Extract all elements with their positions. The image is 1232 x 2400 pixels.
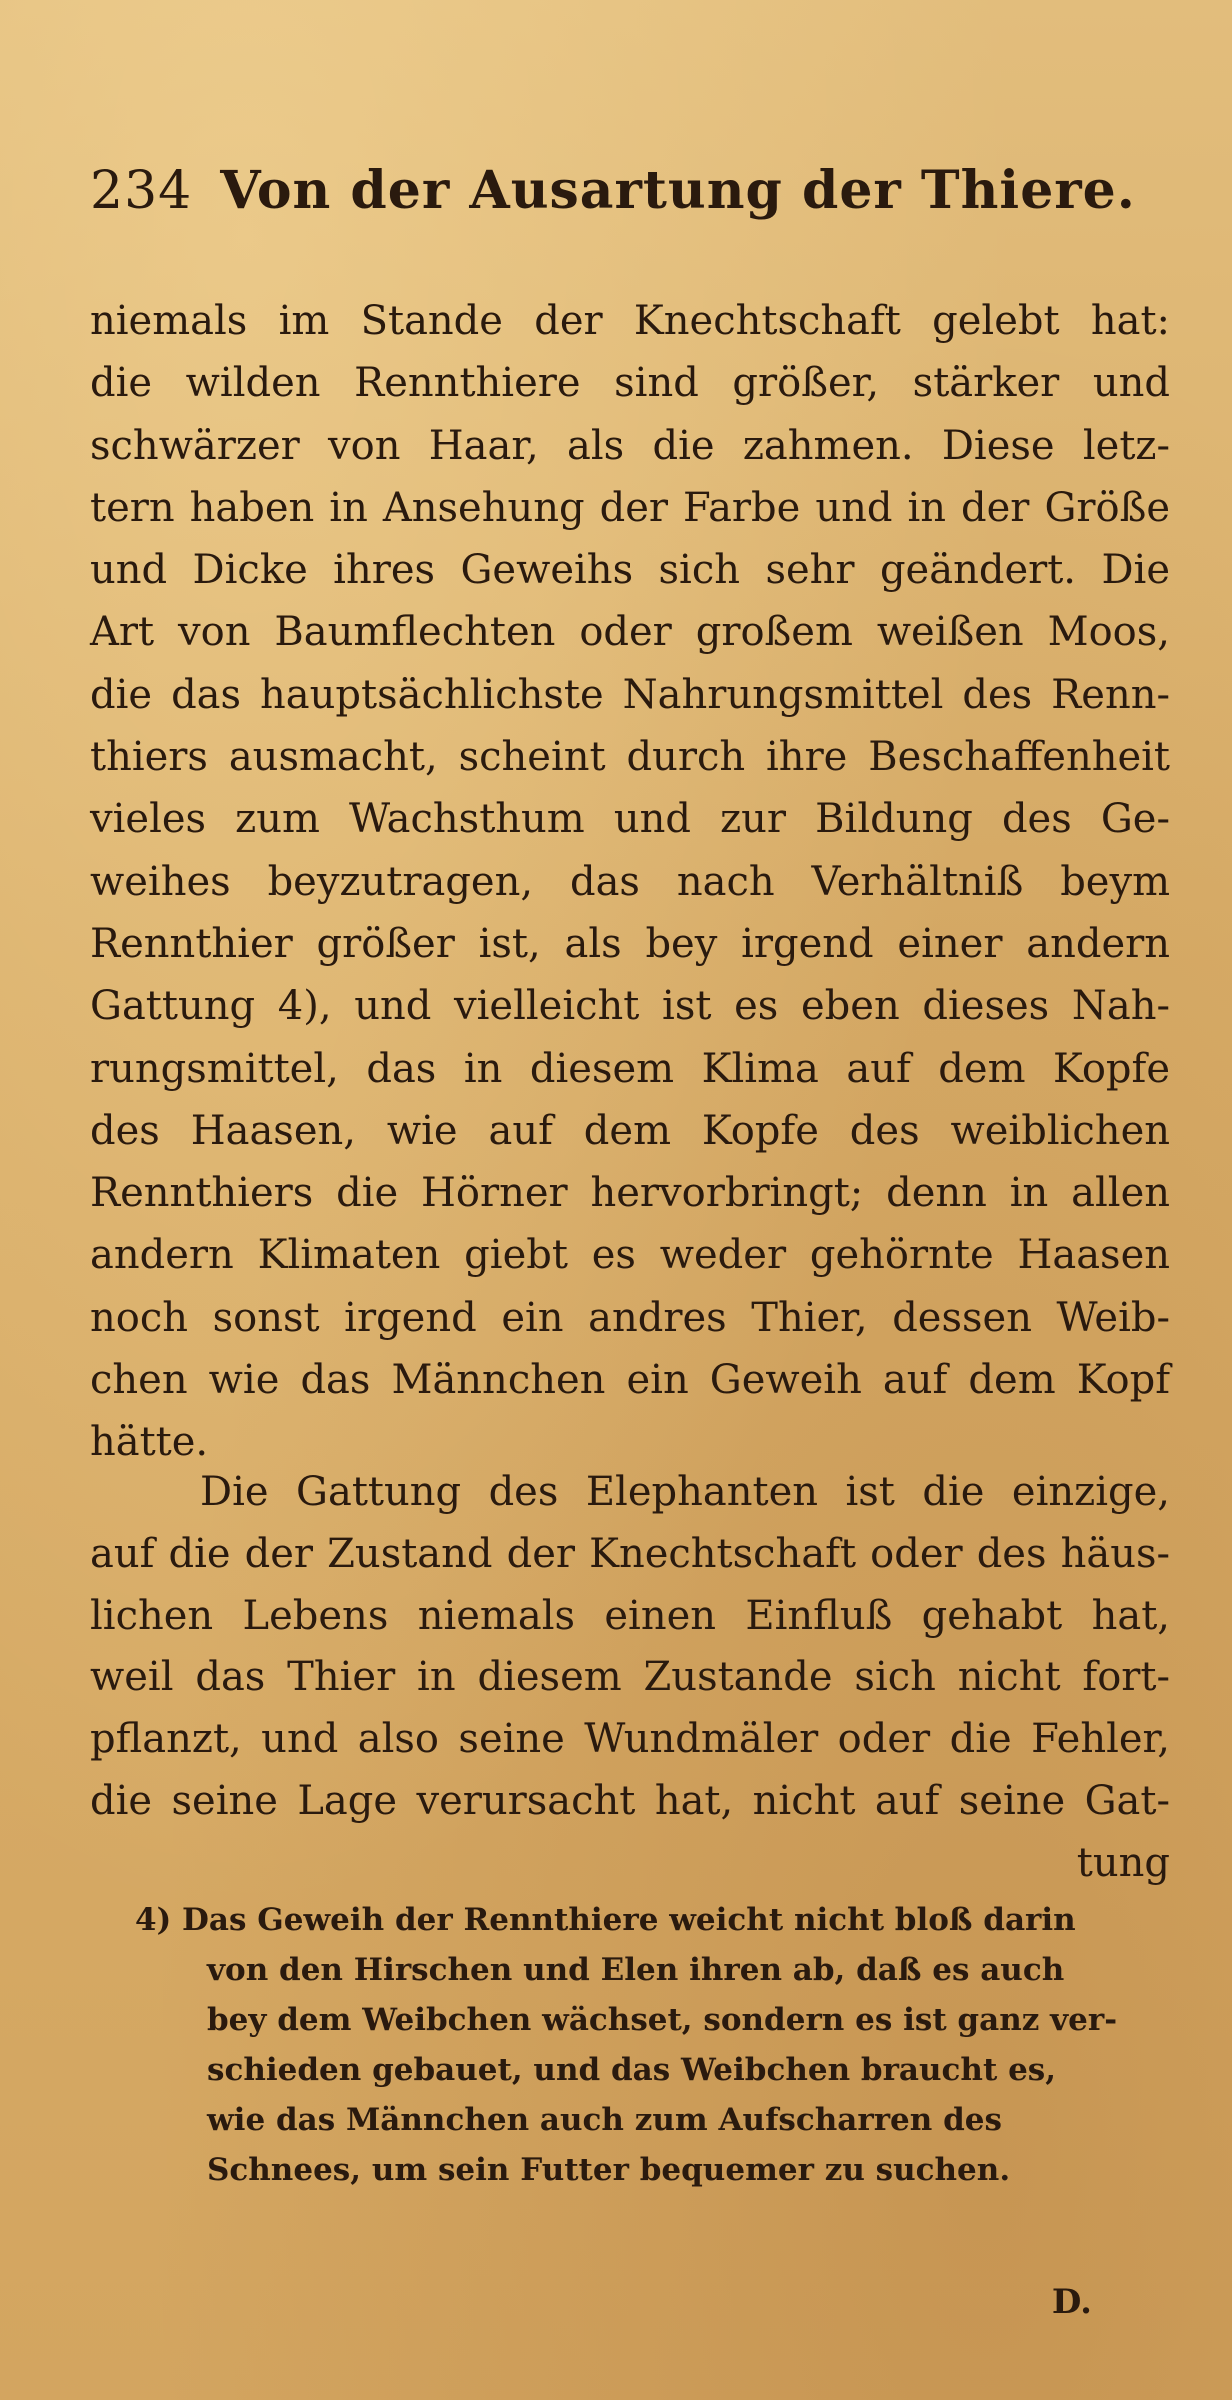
text-line: weil das Thier in diesem Zustande sich nicht fort- xyxy=(90,1654,1170,1701)
footnote-line: bey dem Weibchen wächset, sondern es ist ganz ver- xyxy=(207,2002,1118,2038)
text-line: des Haasen, wie auf dem Kopfe des weiblichen xyxy=(90,1107,1170,1154)
footnote-line: Schnees, um sein Futter bequemer zu suchen. xyxy=(207,2152,1011,2188)
text-line: thiers ausmacht, scheint durch ihre Beschaffenheit xyxy=(90,734,1170,781)
text-line: schwärzer von Haar, als die zahmen. Diese letz- xyxy=(90,422,1170,469)
paragraph-2 xyxy=(90,1462,1170,1895)
footnote-line: wie das Männchen auch zum Aufscharren des xyxy=(207,2102,1002,2138)
footnote-line: von den Hirschen und Elen ihren ab, daß es auch xyxy=(207,1952,1065,1988)
catchword: D. xyxy=(1051,2282,1092,2322)
text-line: rungsmittel, das in diesem Klima auf dem Kopfe xyxy=(90,1045,1170,1092)
footnote-line: 4) Das Geweih der Rennthiere weicht nicht bloß darin xyxy=(135,1902,1076,1938)
footnote xyxy=(135,1895,1170,2195)
page-header xyxy=(90,160,1136,221)
text-line: die seine Lage verursacht hat, nicht auf seine Gat- xyxy=(90,1777,1170,1824)
text-line: niemals im Stande der Knechtschaft gelebt hat: xyxy=(90,298,1170,344)
text-line: die wilden Rennthiere sind größer, stärker und xyxy=(90,360,1170,407)
text-line: noch sonst irgend ein andres Thier, dessen Weib- xyxy=(90,1294,1170,1341)
text-line: hätte. xyxy=(90,1419,209,1466)
text-line: chen wie das Männchen ein Geweih auf dem Kopf xyxy=(90,1357,1170,1404)
running-title: Von der Ausartung der Thiere. xyxy=(220,160,1136,221)
text-line: Gattung 4), und vielleicht ist es eben dieses Nah- xyxy=(90,983,1170,1030)
text-line: auf die der Zustand der Knechtschaft oder des häus- xyxy=(90,1530,1170,1577)
text-line: Rennthier größer ist, als bey irgend einer andern xyxy=(90,920,1170,967)
text-line: lichen Lebens niemals einen Einfluß gehabt hat, xyxy=(90,1592,1170,1639)
text-line: und Dicke ihres Geweihs sich sehr geändert. Die xyxy=(90,547,1170,594)
page-number: 234 xyxy=(90,161,193,221)
text-line: Art von Baumflechten oder großem weißen Moos, xyxy=(90,609,1170,656)
text-line: weihes beyzutragen, das nach Verhältniß beym xyxy=(90,858,1170,905)
text-line: pflanzt, und also seine Wundmäler oder die Fehler, xyxy=(90,1716,1170,1763)
text-line: die das hauptsächlichste Nahrungsmittel des Renn- xyxy=(90,671,1170,718)
paragraph-1 xyxy=(90,290,1170,1474)
text-line: tung xyxy=(1076,1839,1170,1886)
text-line: vieles zum Wachsthum und zur Bildung des Ge- xyxy=(90,796,1170,843)
text-line: Rennthiers die Hörner hervorbringt; denn in allen xyxy=(90,1170,1170,1217)
footnote-line: schieden gebauet, und das Weibchen braucht es, xyxy=(207,2052,1057,2088)
text-line: andern Klimaten giebt es weder gehörnte Haasen xyxy=(90,1232,1170,1279)
text-line: tern haben in Ansehung der Farbe und in der Größe xyxy=(90,484,1170,531)
text-line: Die Gattung des Elephanten ist die einzige, xyxy=(200,1469,1170,1515)
